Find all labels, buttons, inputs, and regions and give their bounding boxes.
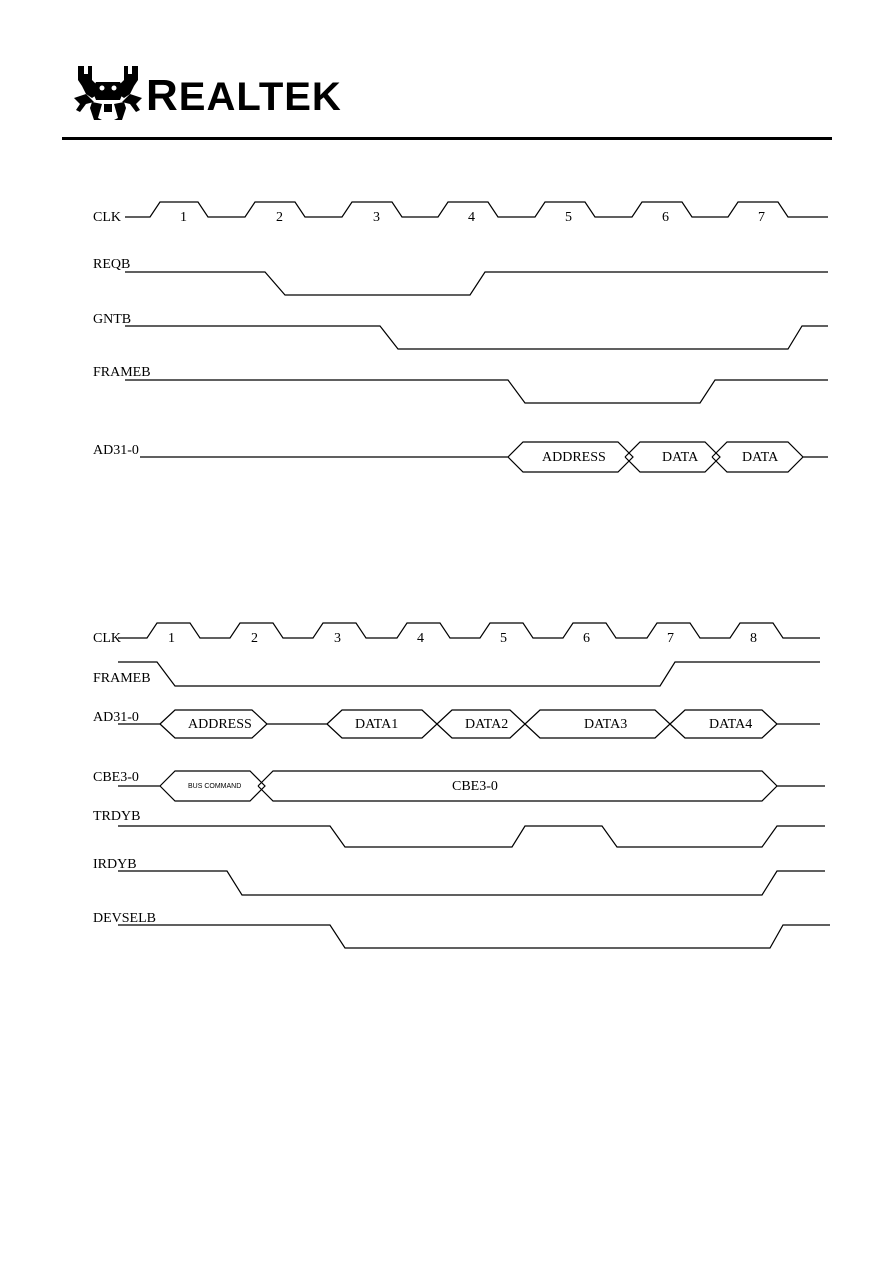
bus-label-cbe3-0: CBE3-0 [452,779,498,794]
clock-number: 1 [168,631,175,646]
clock-number: 3 [334,631,341,646]
bus-label-address: ADDRESS [542,450,606,465]
signal-label-ad31-0: AD31-0 [93,710,139,725]
bus-label-address: ADDRESS [188,717,252,732]
clk-waveform [125,202,828,217]
clock-number: 5 [500,631,507,646]
frameb-waveform [125,380,828,403]
bus-label-data4: DATA4 [709,717,753,732]
signal-label-reqb: REQB [93,257,131,272]
signal-label-gntb: GNTB [93,312,132,327]
signal-label-clk: CLK [93,631,121,646]
clock-number: 3 [373,210,380,225]
bus-label-bus-command: BUS COMMAND [188,783,242,790]
clock-number: 7 [667,631,674,646]
signal-label-cbe3-0: CBE3-0 [93,770,139,785]
clock-number: 7 [758,210,765,225]
signal-label-frameb: FRAMEB [93,671,151,686]
signal-label-trdyb: TRDYB [93,809,141,824]
timing-diagram-2 [0,520,892,980]
timing-diagram-1 [0,0,892,520]
devselb-waveform [118,925,830,948]
clk-waveform [118,623,820,638]
reqb-waveform [125,272,828,295]
brand-rest: EALTEK [178,75,342,119]
clock-number: 4 [468,210,475,225]
bus-label-data1: DATA1 [355,717,399,732]
clock-number: 4 [417,631,424,646]
clock-number: 8 [750,631,757,646]
clock-number: 1 [180,210,187,225]
signal-label-irdyb: IRDYB [93,857,137,872]
ad-bus-waveform [140,442,828,472]
gntb-waveform [125,326,828,349]
signal-label-frameb: FRAMEB [93,365,151,380]
bus-label-data: DATA [742,450,779,465]
clock-number: 5 [565,210,572,225]
frameb-waveform [118,662,820,686]
signal-label-devselb: DEVSELB [93,911,156,926]
signal-label-clk: CLK [93,210,121,225]
clock-number: 6 [583,631,590,646]
bus-label-data3: DATA3 [584,717,628,732]
brand-initial: R [146,71,179,120]
clock-number: 6 [662,210,669,225]
trdyb-waveform [118,826,825,847]
irdyb-waveform [118,871,825,895]
bus-label-data: DATA [662,450,699,465]
clock-number: 2 [276,210,283,225]
signal-label-ad31-0: AD31-0 [93,443,139,458]
bus-label-data2: DATA2 [465,717,509,732]
clock-number: 2 [251,631,258,646]
